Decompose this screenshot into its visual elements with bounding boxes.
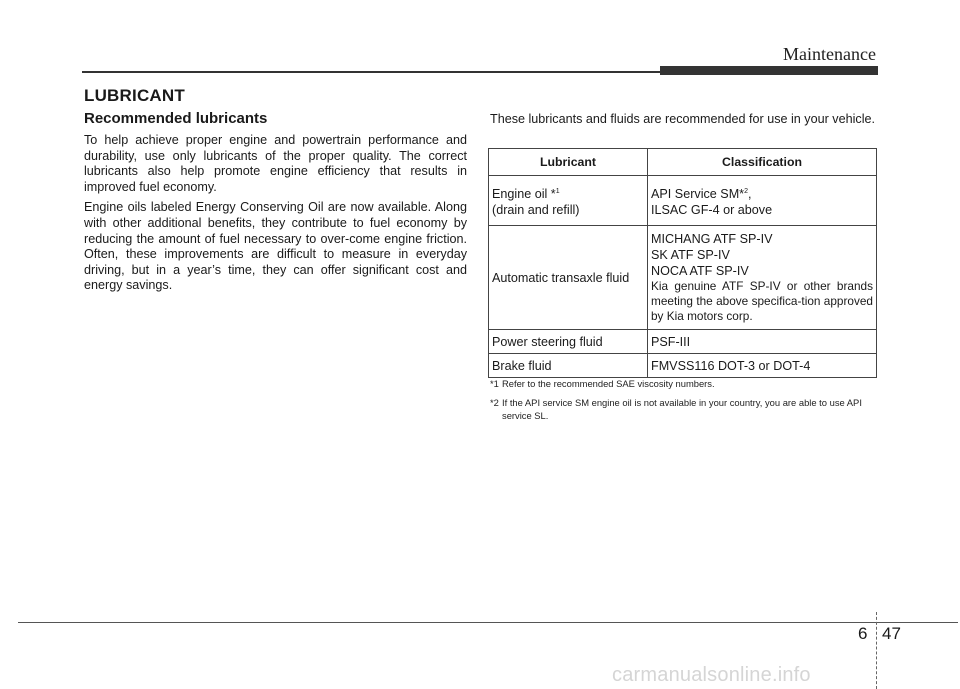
page-heading: LUBRICANT: [84, 86, 185, 105]
cell-lubricant: [489, 176, 648, 226]
left-column: [84, 110, 467, 299]
lubricant-table: [488, 148, 877, 378]
cell-line: SK ATF SP-IV: [651, 248, 730, 262]
cell-classification: [648, 226, 877, 330]
subheading: Recommended lubricants: [84, 110, 268, 127]
cell-lubricant: Automatic transaxle fluid: [489, 226, 648, 330]
page-number: 47: [882, 624, 901, 643]
watermark: carmanualsonline.info: [612, 664, 811, 686]
cell-line: (drain and refill): [492, 202, 580, 217]
footnote-mark: *2: [490, 397, 499, 408]
table-row: [489, 176, 877, 226]
cell-line: Kia genuine ATF SP-IV or other brands meeting the above specifica-tion approved by Kia motors corp.: [651, 279, 873, 323]
cell-classification: FMVSS116 DOT-3 or DOT-4: [648, 354, 877, 378]
cell-line: ILSAC GF-4 or above: [651, 202, 773, 217]
cell-line: NOCA ATF SP-IV: [651, 264, 749, 278]
header-rule: [82, 71, 662, 73]
column-header-classification: Classification: [648, 149, 877, 176]
cell-lubricant: Brake fluid: [489, 354, 648, 378]
paragraph: To help achieve proper engine and powertrain performance and durability, use only lubricants of the proper quality. The correct lubricants also help promote engine efficiency that results in improved fuel economy.: [84, 133, 467, 194]
cell-line: Engine oil *$^1$: [492, 186, 560, 201]
column-header-lubricant: Lubricant: [489, 149, 648, 176]
paragraph: Engine oils labeled Energy Conserving Oil are now available. Along with other additional benefits, they contribute to fuel economy by reducing the amount of fuel necessary to over-come engine friction. Often, these improvements are difficult to measure in everyday driving, but in a year’s time, they can offer significant cost and energy savings.: [84, 200, 467, 293]
footnote-mark: *1: [490, 378, 499, 389]
footnote: [490, 377, 880, 390]
header-rule-tab: [660, 66, 878, 75]
footnote-text: If the API service SM engine oil is not available in your country, you are able to use API service SL.: [502, 397, 862, 421]
cell-classification: PSF-III: [648, 330, 877, 354]
footnotes: [490, 377, 880, 428]
footnote: [490, 396, 880, 422]
chapter-number: 6: [858, 624, 868, 643]
cell-line: API Service SM*$^2$,: [651, 186, 752, 201]
right-column: [490, 112, 878, 128]
table-row: [489, 226, 877, 330]
cell-line: MICHANG ATF SP-IV: [651, 232, 773, 246]
cell-classification: [648, 176, 877, 226]
cell-lubricant: Power steering fluid: [489, 330, 648, 354]
section-title: Maintenance: [783, 44, 876, 64]
table-row: [489, 354, 877, 378]
intro-text: These lubricants and fluids are recommended for use in your vehicle.: [490, 112, 876, 126]
footer-rule: [18, 622, 958, 623]
footnote-text: Refer to the recommended SAE viscosity numbers.: [502, 378, 715, 389]
table-row: [489, 330, 877, 354]
footer-divider: [876, 612, 877, 689]
table-header-row: [489, 149, 877, 176]
